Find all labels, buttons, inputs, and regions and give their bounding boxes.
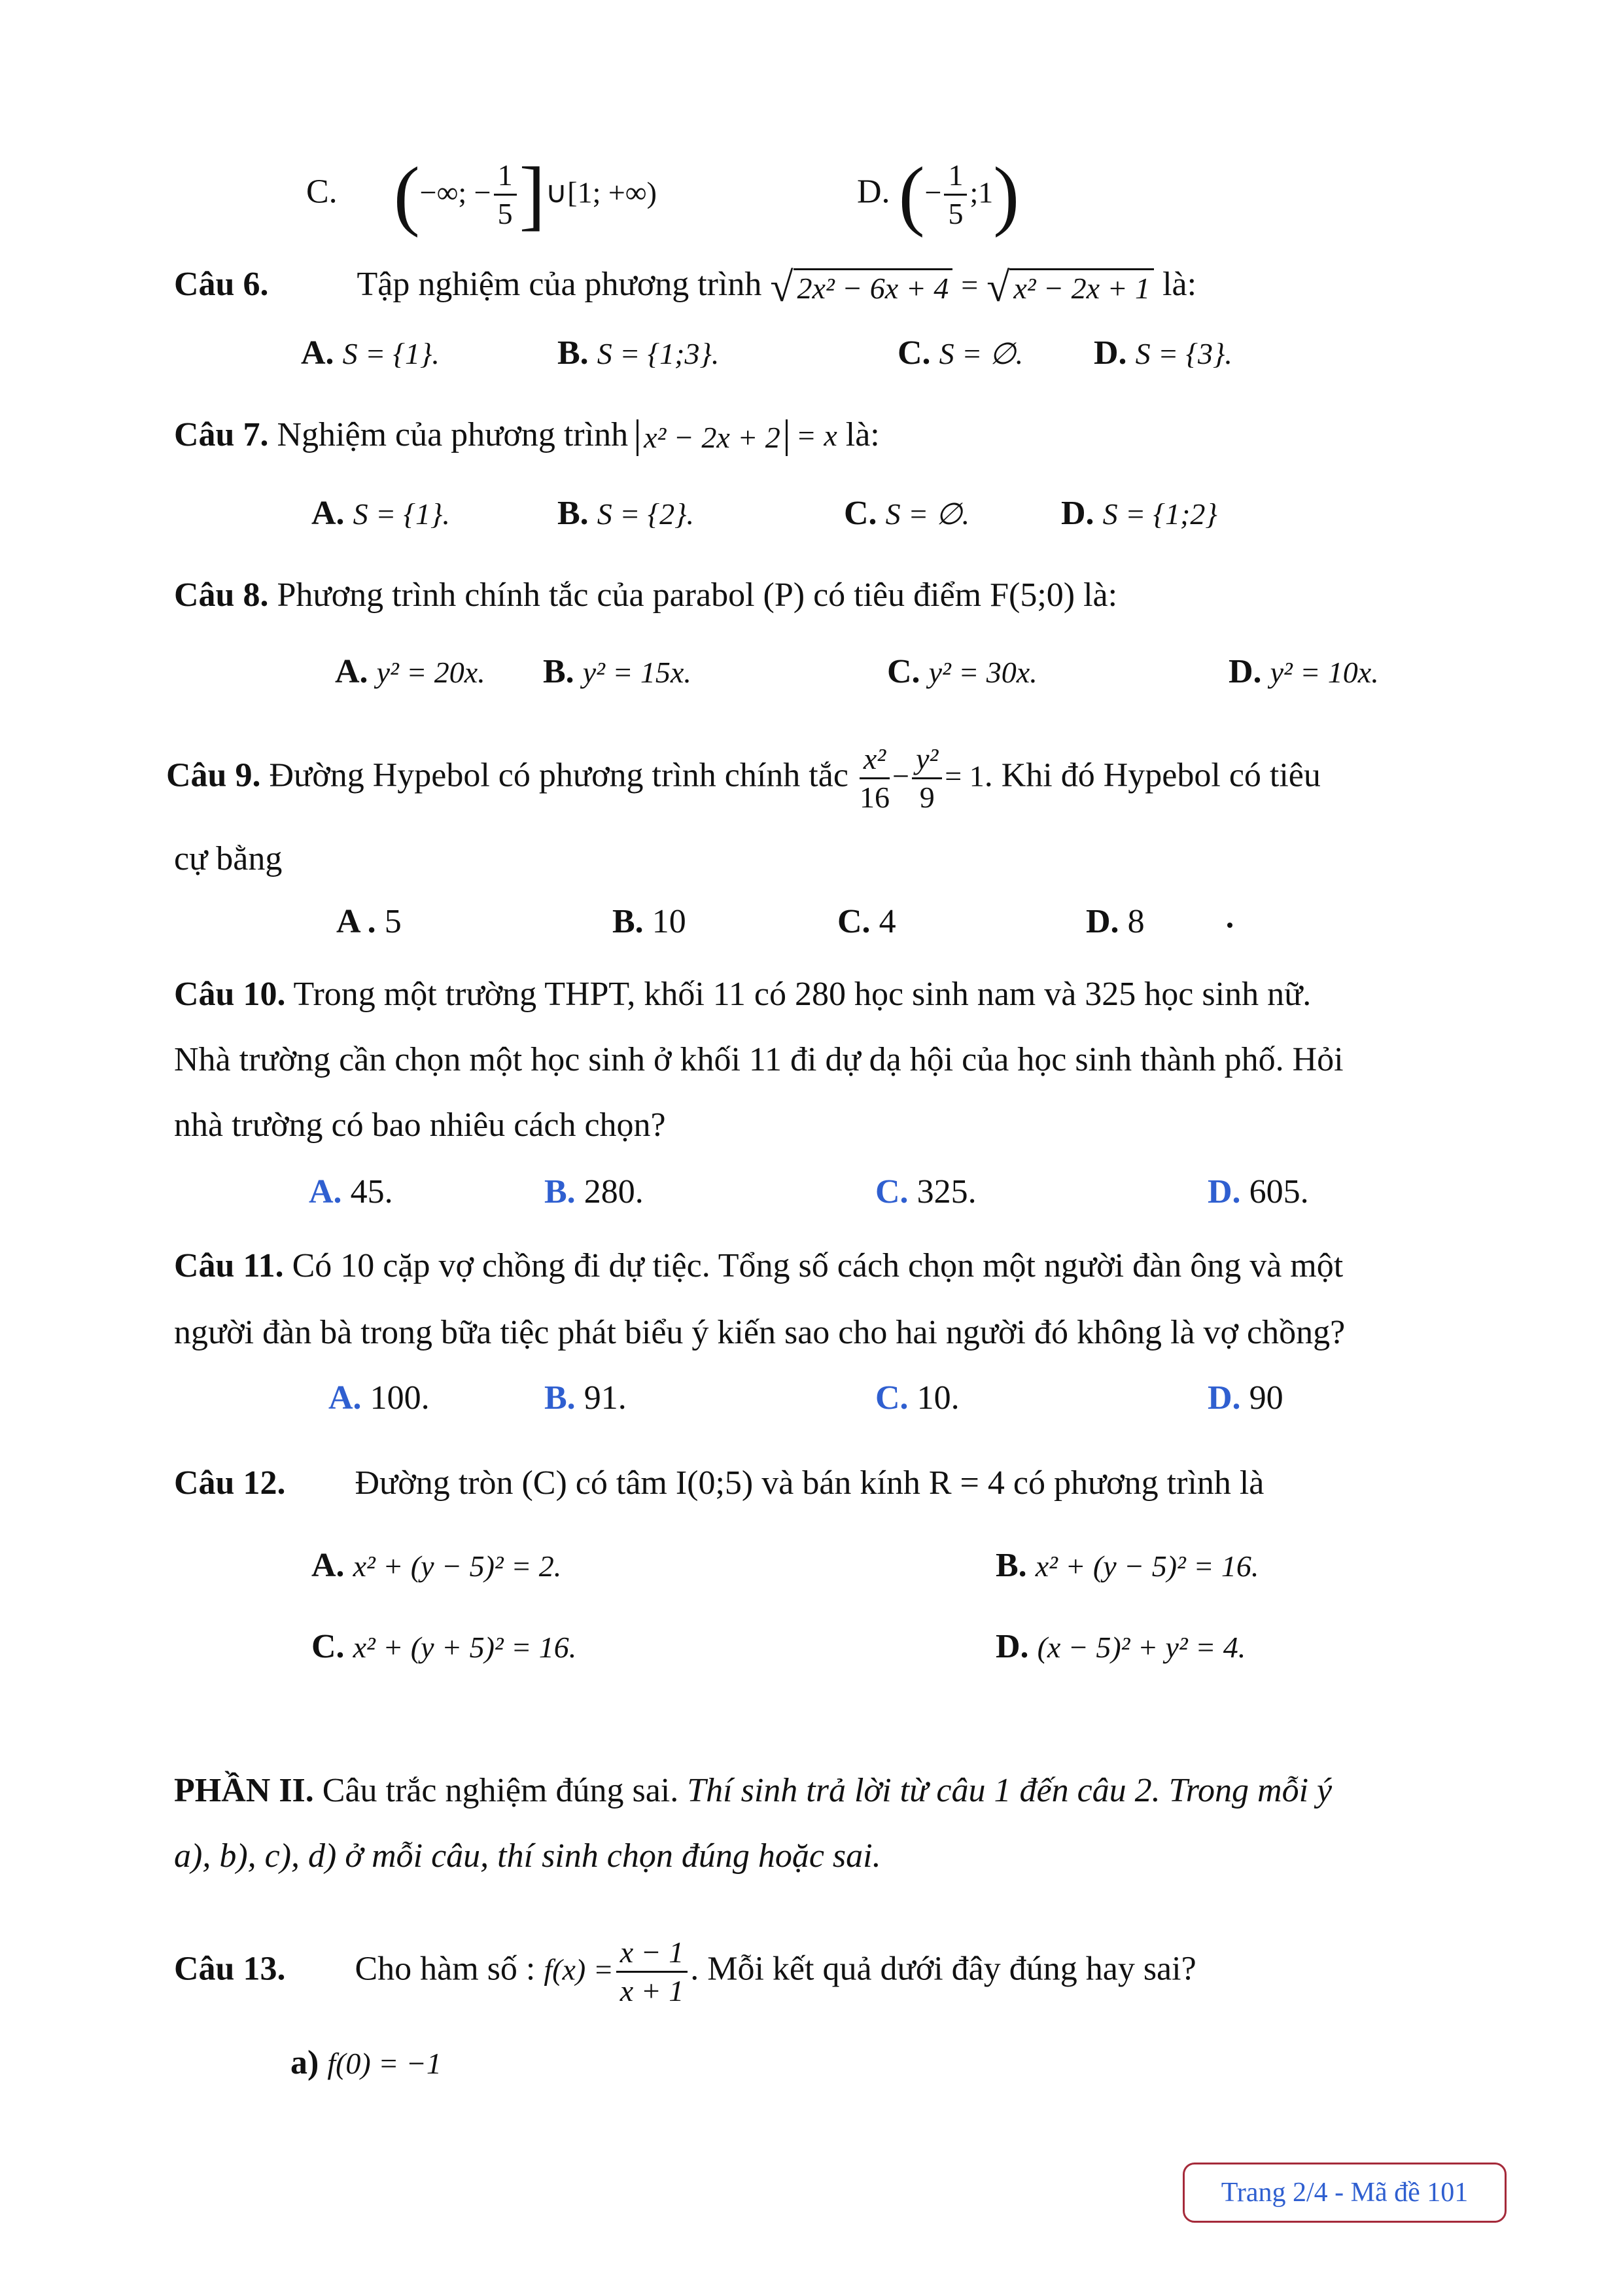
q5-c-label: C. xyxy=(306,173,338,211)
q13-fraction: $\frac{x - 1}{x + 1}$ xyxy=(616,1934,688,2009)
q7-rhs: = x xyxy=(795,419,837,452)
q6-option-c: C. S = ∅. xyxy=(898,334,1024,372)
q13-tail: . Mỗi kết quả dưới đây đúng hay sai? xyxy=(690,1950,1196,1988)
q12-option-c: C. x² + (y + 5)² = 16. xyxy=(311,1628,577,1665)
q9-option-b: B. 10 xyxy=(612,903,686,940)
q10-line3: nhà trường có bao nhiêu cách chọn? xyxy=(174,1106,666,1144)
q11-option-b: B. 91. xyxy=(544,1379,627,1417)
q5-d-expr-post: ;1 xyxy=(969,175,994,209)
q13-fx: f(x) = xyxy=(544,1952,614,1987)
q12-stem xyxy=(174,1460,1264,1506)
q11-line2: người đàn bà trong bữa tiệc phát biểu ý kiến sao cho hai người đó không là vợ chồng? xyxy=(174,1314,1346,1351)
q6-rhs: x² − 2x + 1 xyxy=(1009,268,1154,307)
q7-option-a: A. S = {1}. xyxy=(311,495,450,532)
part2-line2: a), b), c), d) ở mỗi câu, thí sinh chọn đúng hoặc sai. xyxy=(174,1837,881,1875)
q6-label: Câu 6. xyxy=(174,266,269,303)
q5-option-c: C. (−∞; − $\frac{1}{5}$ ]∪[1; +∞) xyxy=(306,150,657,238)
q8-option-b: B. y² = 15x. xyxy=(543,653,691,690)
part2-plain: Câu trắc nghiệm đúng sai. xyxy=(322,1772,679,1809)
q13-text: Cho hàm số : xyxy=(355,1950,536,1988)
q11-line1: Câu 11. Có 10 cặp vợ chồng đi dự tiệc. Tổng số cách chọn một người đàn ông và một xyxy=(174,1247,1344,1284)
q12-option-b: B. x² + (y − 5)² = 16. xyxy=(996,1547,1259,1584)
q9-option-c: C. 4 xyxy=(837,903,896,940)
q10-option-c: C. 325. xyxy=(875,1173,977,1210)
q5-c-expr-pre: −∞; − xyxy=(419,175,491,209)
q9-option-d: D. 8 xyxy=(1086,903,1145,940)
part2-line1 xyxy=(174,1768,1332,1814)
q8-stem xyxy=(174,573,1117,618)
q13-label: Câu 13. xyxy=(174,1950,286,1988)
q7-option-c: C. S = ∅. xyxy=(844,495,970,532)
q6-stem: Câu 6. Tập nghiệm của phương trình √ 2x² − 6x + 4 = √ x² − 2x + 1 là: xyxy=(174,264,1197,311)
q6-option-d: D. S = {3}. xyxy=(1094,334,1232,372)
q11-label: Câu 11. xyxy=(174,1247,284,1284)
q7-option-d: D. S = {1;2} xyxy=(1061,495,1217,532)
q8-option-d: D. y² = 10x. xyxy=(1229,653,1379,690)
q5-d-expr-pre: − xyxy=(924,175,942,209)
q8-option-c: C. y² = 30x. xyxy=(887,653,1038,690)
page-footer-badge: Trang 2/4 - Mã đề 101 xyxy=(1183,2163,1507,2223)
q12-text: Đường tròn (C) có tâm I(0;5) và bán kính R = 4 có phương trình là xyxy=(355,1464,1265,1502)
q9-option-a: A . 5 xyxy=(336,903,402,940)
q6-option-a: A. S = {1}. xyxy=(301,334,440,372)
q13-stem xyxy=(174,1934,1196,2009)
q7-label: Câu 7. xyxy=(174,416,269,453)
q5-c-expr-post: ∪[1; +∞) xyxy=(545,175,657,209)
q9-fraction-x: $\frac{\text{x²}}{16}$ xyxy=(860,742,890,814)
q12-option-a: A. x² + (y − 5)² = 2. xyxy=(311,1547,562,1584)
q10-option-a: A. 45. xyxy=(309,1173,393,1210)
q7-text: Nghiệm của phương trình xyxy=(277,416,629,453)
q5-option-d: D. (− $\frac{1}{5}$ ;1) xyxy=(857,150,1020,238)
q7-abs-expr: x² − 2x + 2 xyxy=(637,419,788,456)
q8-label: Câu 8. xyxy=(174,576,269,614)
q11-option-c: C. 10. xyxy=(875,1379,960,1417)
q6-text: Tập nghiệm của phương trình xyxy=(357,266,762,303)
q5-d-label: D. xyxy=(857,173,890,211)
q9-text2: . Khi đó Hypebol có tiêu xyxy=(984,756,1321,794)
q10-line2: Nhà trường cần chọn một học sinh ở khối 11 đi dự dạ hội của học sinh thành phố. Hỏi xyxy=(174,1041,1344,1078)
q9-text3: cự bằng xyxy=(174,840,283,877)
q11-option-a: A. 100. xyxy=(328,1379,430,1417)
q10-label: Câu 10. xyxy=(174,976,286,1013)
q12-label: Câu 12. xyxy=(174,1464,286,1502)
q7-stem xyxy=(174,412,880,459)
part2-title: PHẦN II. xyxy=(174,1772,314,1809)
q6-tail: là: xyxy=(1162,266,1197,303)
part2-italic1: Thí sinh trả lời từ câu 1 đến câu 2. Trong mỗi ý xyxy=(687,1772,1333,1809)
q9-text: Đường Hypebol có phương trình chính tắc xyxy=(269,756,848,794)
q7-tail: là: xyxy=(845,416,880,453)
q12-option-d: D. (x − 5)² + y² = 4. xyxy=(996,1628,1246,1665)
q7-option-b: B. S = {2}. xyxy=(557,495,695,532)
q9-fraction-y: $\frac{\text{y²}}{9}$ xyxy=(912,741,942,816)
q6-lhs: 2x² − 6x + 4 xyxy=(794,268,953,307)
q11-option-d: D. 90 xyxy=(1208,1379,1283,1417)
q6-option-b: B. S = {1;3}. xyxy=(557,334,720,372)
q9-label: Câu 9. xyxy=(166,756,261,794)
q10-line1: Câu 10. Trong một trường THPT, khối 11 có 280 học sinh nam và 325 học sinh nữ. xyxy=(174,976,1312,1013)
q10-option-b: B. 280. xyxy=(544,1173,644,1210)
q5-d-fraction: $\frac{1}{5}$ xyxy=(944,157,967,232)
stray-dot xyxy=(1227,923,1232,928)
q8-option-a: A. y² = 20x. xyxy=(335,653,485,690)
q5-c-fraction: $\frac{1}{5}$ xyxy=(494,157,517,232)
q8-text: Phương trình chính tắc của parabol (P) có tiêu điểm F(5;0) là: xyxy=(277,576,1118,614)
q10-option-d: D. 605. xyxy=(1208,1173,1309,1210)
q9-stem: Câu 9. Đường Hypebol có phương trình chính tắc $\frac{\text{x²}}{16}$ − $\frac{\text{y²}}{9}$ = 1. Khi đó Hypebol có tiêu xyxy=(166,741,1321,816)
q13-item-a: a) f(0) = −1 xyxy=(290,2044,442,2081)
